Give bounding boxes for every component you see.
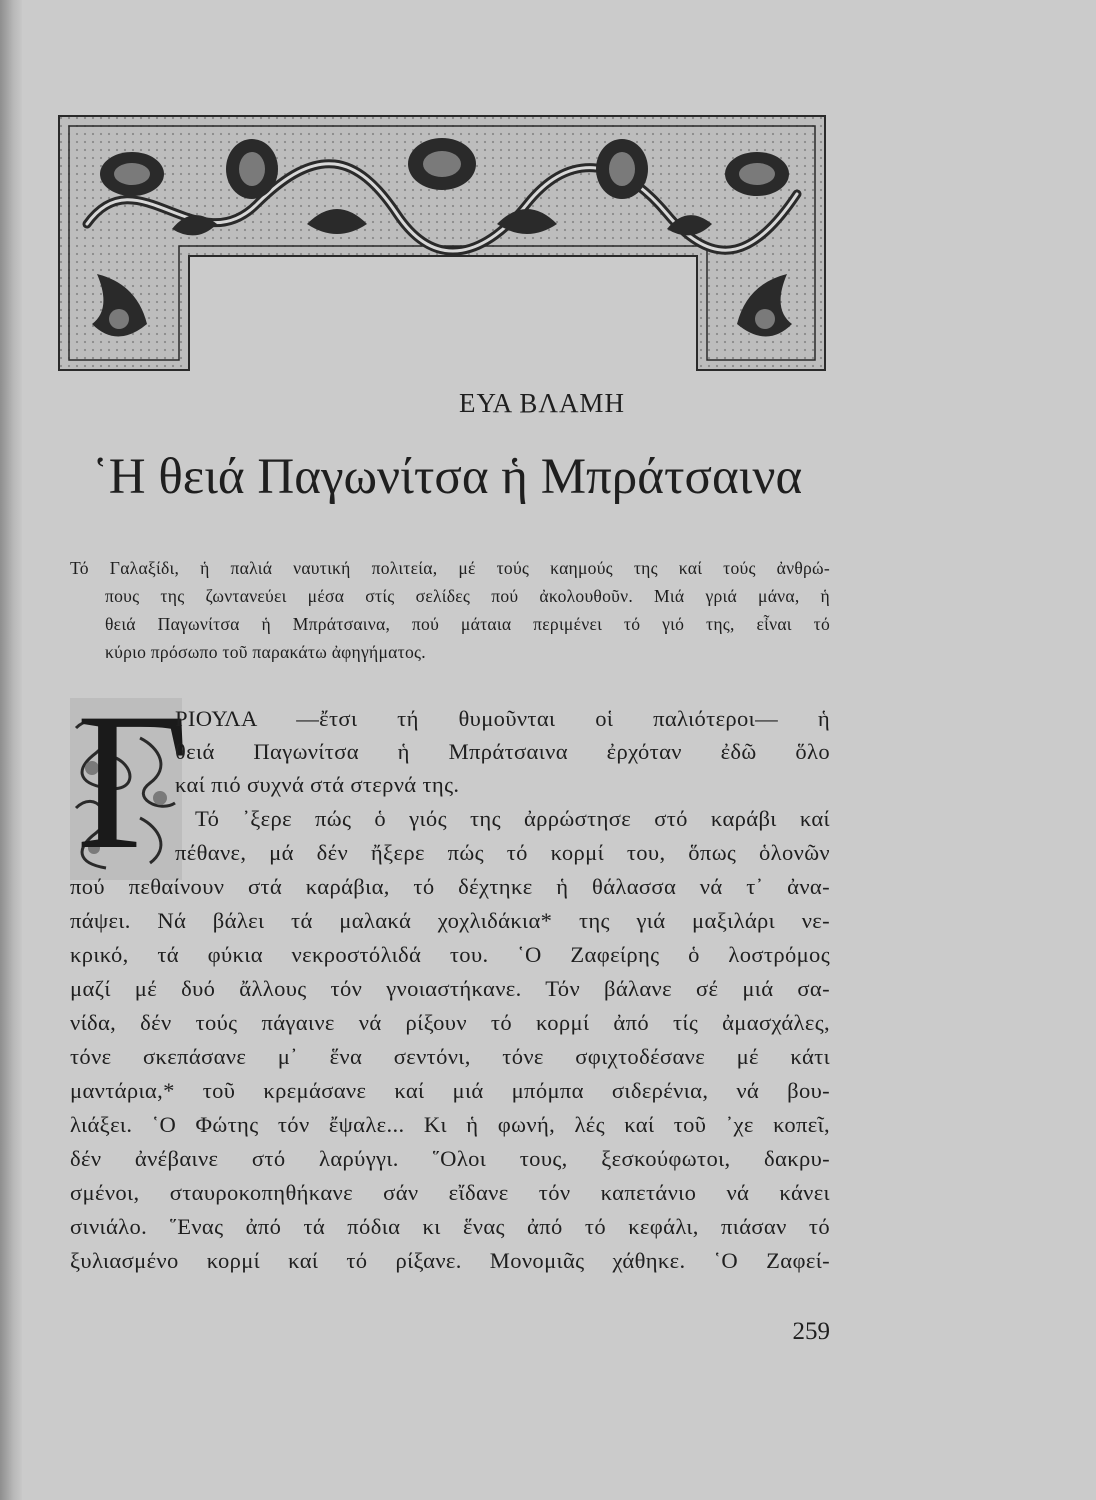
body-line-4: Τό ᾿ξερε πώς ὁ γιός της ἀρρώστησε στό καράβι καί [195, 806, 830, 831]
body-line-11: τόνε σκεπάσανε μ᾿ ἕνα σεντόνι, τόνε σφιχτοδέσανε μέ κάτι [70, 1044, 830, 1069]
drop-cap [70, 673, 190, 890]
body-line-12: μαντάρια,* τοῦ κρεμάσανε καί μιά μπόμπα σιδερένια, νά βου- [70, 1078, 830, 1103]
body-line-15: σμένοι, σταυροκοπηθήκανε σάν εἴδανε τόν καπετάνιο νά κάνει [70, 1180, 830, 1205]
body-line-8: κρικό, τά φύκια νεκροστόλιδά του. ῾Ο Ζαφείρης ὁ λοστρόμος [70, 942, 830, 967]
drop-cap-letter: Γ [76, 673, 190, 890]
body-line-13: λιάξει. ῾Ο Φώτης τόν ἔψαλε... Κι ἡ φωνή, λές καί τοῦ ᾿χε κοπεῖ, [70, 1112, 830, 1137]
body-line-17: ξυλιασμένο κορμί καί τό ρίξανε. Μονομιᾶς χάθηκε. ῾Ο Ζαφεί- [70, 1248, 830, 1273]
body-line-7: πάψει. Νά βάλει τά μαλακά χοχλιδάκια* της γιά μαξιλάρι νε- [70, 908, 830, 933]
intro-line-2: πους της ζωντανεύει μέσα στίς σελίδες πού ἀκολουθοῦν. Μιά γριά μάνα, ἡ [105, 586, 830, 606]
page-edge [0, 0, 22, 1500]
story-title: ῾Η θειά Παγωνίτσα ἡ Μπράτσαινα [91, 449, 803, 505]
headpiece-ornament [57, 114, 827, 374]
intro-line-1: Τό Γαλαξίδι, ἡ παλιά ναυτική πολιτεία, μέ τούς καημούς της καί τούς ἀνθρώ- [70, 558, 830, 578]
body-line-3: καί πιό συχνά στά στερνά της. [175, 772, 460, 797]
body-line-5: πέθανε, μά δέν ἤξερε πώς τό κορμί του, ὅπως ὁλονῶν [175, 840, 830, 865]
intro-line-3: θειά Παγωνίτσα ἡ Μπράτσαινα, πού μάταια περιμένει τό γιό της, εἶναι τό [105, 614, 830, 634]
author-name: ΕΥΑ ΒΛΑΜΗ [459, 388, 625, 418]
body-line-16: σινιάλο. ῞Ενας ἀπό τά πόδια κι ἕνας ἀπό τό κεφάλι, πιάσαν τό [70, 1214, 830, 1239]
body-line-9: μαζί μέ δυό ἄλλους τόν γνοιαστήκανε. Τόν βάλανε σέ μιά σα- [70, 976, 830, 1001]
body-line-1: ΡΙΟΥΛΑ —ἔτσι τή θυμοῦνται οἱ παλιότεροι— ἡ [175, 706, 830, 731]
body-line-10: νίδα, δέν τούς πάγαινε νά ρίξουν τό κορμί ἀπό τίς ἀμασχάλες, [70, 1010, 830, 1035]
page-number: 259 [792, 1318, 830, 1345]
body-line-14: δέν ἀνέβαινε στό λαρύγγι. ῞Ολοι τους, ξεσκούφωτοι, δακρυ- [70, 1146, 830, 1171]
body-line-2: θειά Παγωνίτσα ἡ Μπράτσαινα ἐρχόταν ἐδῶ ὅλο [175, 739, 830, 764]
intro-line-4: κύριο πρόσωπο τοῦ παρακάτω ἀφηγήματος. [105, 642, 426, 662]
body-line-6: πού πεθαίνουν στά καράβια, τό δέχτηκε ἡ θάλασσα νά τ᾿ ἀνα- [70, 874, 830, 899]
intro-summary [70, 554, 830, 666]
